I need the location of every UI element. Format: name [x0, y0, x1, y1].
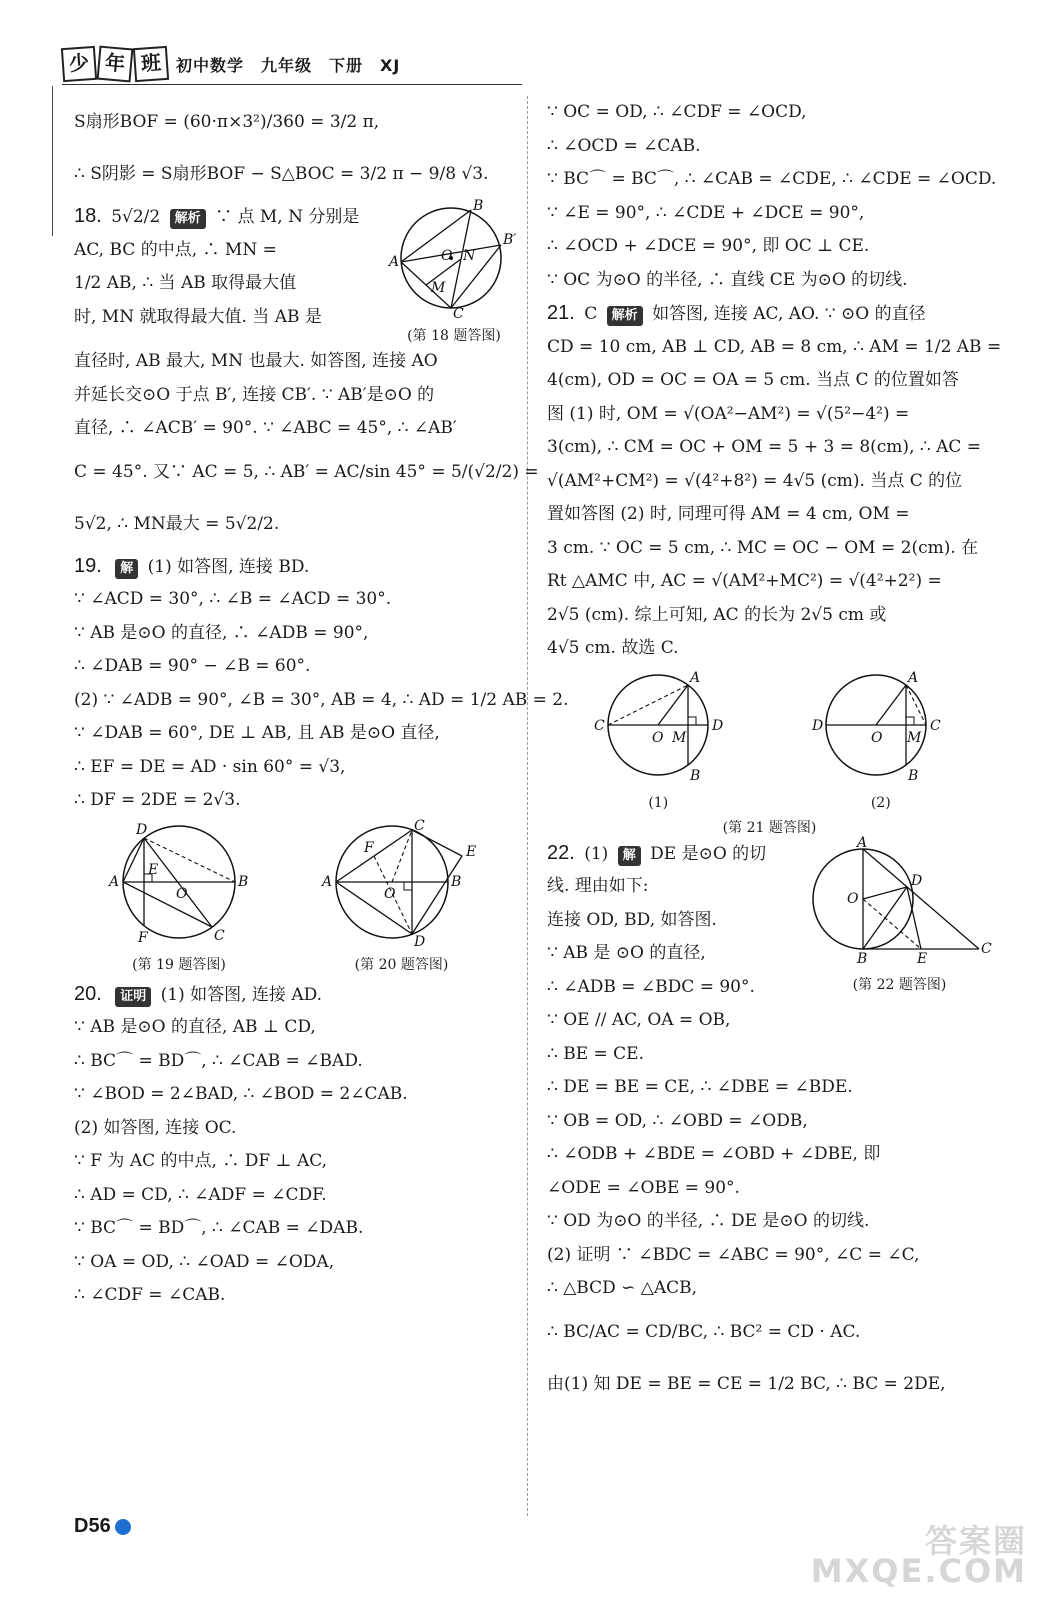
text-line: 4(cm), OD = OC = OA = 5 cm. 当点 C 的位置如答 [547, 370, 959, 390]
text-line: 2√5 (cm). 综上可知, AC 的长为 2√5 cm 或 [547, 604, 887, 625]
svg-text:M: M [672, 729, 687, 746]
svg-text:C: C [981, 940, 992, 957]
svg-text:O: O [870, 729, 883, 746]
analysis-tag: 解析 [607, 306, 643, 326]
text-line: ∵ OE // AC, OA = OB, [547, 1010, 731, 1030]
brand-char: 少 [61, 46, 97, 82]
brand-char: 班 [133, 46, 169, 82]
text-line: ∴ ∠ODB + ∠BDE = ∠OBD + ∠DBE, 即 [547, 1144, 881, 1164]
watermark [810, 1522, 1027, 1590]
text-line: ∵ AB 是⊙O 的直径, ∴ ∠ADB = 90°, [74, 622, 369, 643]
svg-text:M: M [431, 280, 446, 296]
text-line: ∴ DF = 2DE = 2√3. [74, 790, 241, 810]
text-line: Rt △AMC 中, AC = √(AM²+MC²) = √(4²+2²) = [547, 571, 942, 591]
svg-text:B′: B′ [503, 232, 517, 248]
text-line: CD = 10 cm, AB ⊥ CD, AB = 8 cm, ∴ AM = 1/2 AB = [547, 336, 1002, 357]
page-header [62, 44, 522, 84]
figure-q20 [314, 817, 489, 974]
text-line: 5√2, ∴ MN最大 = 5√2/2. [74, 513, 280, 534]
svg-text:A: A [322, 873, 333, 890]
text-line: 4√5 cm. 故选 C. [547, 638, 679, 658]
text-line: AC, BC 的中点, ∴ MN = [74, 239, 277, 260]
header-title: 初中数学 九年级 下册 XJ [176, 55, 401, 75]
svg-text:A: A [109, 873, 120, 890]
text-line: ∴ BC⌒ = BD⌒, ∴ ∠CAB = ∠BAD. [74, 1050, 363, 1071]
figure-q21-2 [811, 670, 951, 811]
svg-text:B: B [690, 767, 701, 784]
figure-caption: (第 19 题答图) [132, 956, 226, 973]
text-line: ∵ ∠E = 90°, ∴ ∠CDE + ∠DCE = 90°, [547, 202, 865, 223]
svg-text:C: C [453, 306, 464, 322]
answer: C [584, 304, 598, 324]
header-rule [62, 84, 522, 85]
svg-text:D: D [414, 933, 426, 950]
circle-diagram-q19 [104, 822, 254, 947]
margin-line [52, 86, 53, 236]
text-line: 置如答图 (2) 时, 同理可得 AM = 4 cm, OM = [547, 504, 910, 524]
analysis-tag: 解析 [170, 209, 206, 229]
svg-text:D: D [712, 717, 724, 734]
text-line: ∴ △BCD ∽ △ACB, [547, 1278, 698, 1298]
text-line: ∵ OC = OD, ∴ ∠CDF = ∠OCD, [547, 102, 807, 122]
text-line: (2) 如答图, 连接 OC. [74, 1117, 237, 1138]
svg-text:E: E [466, 843, 477, 860]
text-line: ∵ ∠DAB = 60°, DE ⊥ AB, 且 AB 是⊙O 直径, [74, 723, 440, 743]
figure-q22 [807, 834, 992, 994]
figure-q18 [389, 200, 519, 345]
question-18 [74, 200, 519, 345]
text-line: ∴ ∠OCD = ∠CAB. [547, 135, 701, 156]
text-line: ∴ ∠OCD + ∠DCE = 90°, 即 OC ⊥ CE. [547, 236, 870, 256]
figure-label: (2) [870, 794, 891, 811]
text-line: (1) 如答图, 连接 BD. [147, 556, 310, 577]
text-line: ∵ AB 是 ⊙O 的直径, [547, 943, 706, 963]
text-line: 并延长交⊙O 于点 B′, 连接 CB′. ∵ AB′是⊙O 的 [74, 384, 435, 405]
text-line: 时, MN 就取得最大值. 当 AB 是 [74, 306, 322, 327]
text-line: ∵ BC⌒ = BD⌒, ∴ ∠CAB = ∠DAB. [74, 1218, 364, 1238]
answer: 5√2/2 [111, 207, 161, 227]
question-number: 22. [547, 841, 575, 864]
circle-diagram-q22 [807, 834, 992, 967]
solution-tag: 解 [115, 559, 138, 579]
svg-text:O: O [384, 885, 396, 902]
svg-text:B: B [857, 950, 868, 967]
brand-logo [62, 47, 168, 81]
question-number: 20. [74, 982, 102, 1005]
svg-text:O: O [176, 885, 188, 902]
figure-q19 [104, 822, 254, 974]
svg-text:O: O [652, 729, 664, 746]
svg-text:D: D [136, 821, 148, 838]
svg-text:A: A [690, 669, 701, 686]
text-line: 由(1) 知 DE = BE = CE = 1/2 BC, ∴ BC = 2DE, [547, 1373, 946, 1394]
figures-q21 [547, 666, 992, 815]
text-line: 3 cm. ∵ OC = 5 cm, ∴ MC = OC − OM = 2(cm). 在 [547, 537, 979, 558]
text-line: ∵ ∠ACD = 30°, ∴ ∠B = ∠ACD = 30°. [74, 589, 392, 609]
text-line: 图 (1) 时, OM = √(OA²−AM²) = √(5²−4²) = [547, 403, 910, 424]
question-number: 21. [547, 302, 575, 324]
figure-label: (1) [648, 794, 669, 811]
text-line: ∴ ∠ADB = ∠BDC = 90°. [547, 976, 755, 997]
svg-text:C: C [414, 817, 425, 834]
svg-text:A: A [857, 834, 868, 851]
question-22 [547, 834, 992, 1005]
circle-diagram-q18 [389, 198, 519, 322]
svg-text:D: D [911, 872, 923, 889]
text-line: ∵ ∠BOD = 2∠BAD, ∴ ∠BOD = 2∠CAB. [74, 1084, 408, 1104]
svg-text:O: O [847, 890, 859, 907]
svg-text:D: D [811, 717, 823, 734]
text-line: ∴ EF = DE = AD · sin 60° = √3, [74, 756, 346, 777]
watermark-line: MXQE.COM [810, 1552, 1027, 1590]
svg-text:O: O [441, 248, 453, 264]
text-line: 连接 OD, BD, 如答图. [547, 909, 717, 930]
text-line: 直径时, AB 最大, MN 也最大. 如答图, 连接 AO [74, 351, 438, 371]
circle-diagram-q21-1 [588, 670, 728, 788]
figure-caption: (第 20 题答图) [354, 956, 449, 973]
svg-text:N: N [463, 248, 476, 264]
text-line: ∴ BE = CE. [547, 1043, 644, 1064]
page-dot-icon [115, 1519, 131, 1535]
question-number: 19. [74, 554, 102, 577]
text-line: DE 是⊙O 的切 [650, 843, 767, 864]
text-line: ∠ODE = ∠OBE = 90°. [547, 1177, 740, 1198]
text-line: ∴ ∠DAB = 90° − ∠B = 60°. [74, 656, 311, 676]
figure-q21-1 [588, 670, 728, 811]
text-line: ∴ BC/AC = CD/BC, ∴ BC² = CD · AC. [547, 1321, 861, 1342]
text-line: ∵ OB = OD, ∴ ∠OBD = ∠ODB, [547, 1110, 808, 1131]
text-line: (1) 如答图, 连接 AD. [160, 984, 323, 1005]
text-line: (2) ∵ ∠ADB = 90°, ∠B = 30°, AB = 4, ∴ AD = 1/2 AB = 2. [74, 689, 569, 710]
svg-text:F: F [364, 839, 374, 856]
svg-text:A: A [389, 254, 400, 270]
column-divider [527, 96, 528, 1516]
text-line: S扇形BOF = (60·π×3²)/360 = 3/2 π, [74, 112, 380, 132]
figure-caption: (第 22 题答图) [852, 976, 947, 993]
watermark-line: 答案圈 [924, 1522, 1027, 1560]
text-line: ∵ OA = OD, ∴ ∠OAD = ∠ODA, [74, 1251, 335, 1272]
svg-text:C: C [929, 717, 941, 734]
text-line: ∵ 点 M, N 分别是 [215, 207, 360, 227]
text-line: ∴ ∠CDF = ∠CAB. [74, 1285, 226, 1305]
left-column [74, 96, 569, 1313]
brand-char: 年 [97, 46, 134, 83]
page-footer [74, 1515, 131, 1538]
question-number: 18. [74, 205, 102, 227]
text-line: 直径, ∴ ∠ACB′ = 90°. ∵ ∠ABC = 45°, ∴ ∠AB′ [74, 418, 457, 438]
svg-text:B: B [451, 873, 462, 890]
text-line: ∵ BC⌒ = BC⌒, ∴ ∠CAB = ∠CDE, ∴ ∠CDE = ∠OCD. [547, 169, 997, 189]
text-line: (2) 证明 ∵ ∠BDC = ∠ABC = 90°, ∠C = ∠C, [547, 1244, 920, 1265]
svg-text:E: E [148, 861, 159, 878]
question-19 [74, 550, 569, 818]
text-line: ∴ S阴影 = S扇形BOF − S△BOC = 3/2 π − 9/8 √3. [74, 164, 489, 184]
text-line: C = 45°. 又∵ AC = 5, ∴ AB′ = AC/sin 45° = 5/(√2/2) = [74, 461, 539, 482]
figure-caption: (第 21 题答图) [722, 819, 817, 836]
text-line: ∵ AB 是⊙O 的直径, AB ⊥ CD, [74, 1017, 316, 1037]
proof-tag: 证明 [115, 987, 151, 1007]
text-line: ∵ F 为 AC 的中点, ∴ DF ⊥ AC, [74, 1151, 328, 1171]
figures-q19-q20 [74, 818, 519, 978]
text-line: (1) [584, 843, 609, 864]
svg-text:C: C [594, 717, 605, 734]
question-21 [547, 297, 1002, 837]
text-line: √(AM²+CM²) = √(4²+8²) = 4√5 (cm). 当点 C 的位 [547, 470, 963, 491]
svg-text:B: B [907, 767, 919, 784]
text-line: 线. 理由如下: [547, 876, 649, 896]
svg-text:C: C [214, 927, 225, 944]
page-number: D56 [74, 1515, 111, 1537]
svg-text:F: F [138, 929, 148, 946]
text-line: ∴ DE = BE = CE, ∴ ∠DBE = ∠BDE. [547, 1077, 853, 1097]
text-line: 1/2 AB, ∴ 当 AB 取得最大值 [74, 273, 297, 293]
text-line: 如答图, 连接 AC, AO. ∵ ⊙O 的直径 [652, 304, 926, 324]
svg-text:B: B [473, 198, 484, 214]
svg-text:B: B [238, 873, 249, 890]
solution-tag: 解 [618, 846, 641, 866]
circle-diagram-q20 [314, 817, 489, 950]
text-line: ∵ OC 为⊙O 的半径, ∴ 直线 CE 为⊙O 的切线. [547, 269, 908, 290]
right-column [547, 96, 1002, 1410]
text-line: 3(cm), ∴ CM = OC + OM = 5 + 3 = 8(cm), ∴ AC = [547, 437, 982, 457]
text-line: ∵ OD 为⊙O 的半径, ∴ DE 是⊙O 的切线. [547, 1211, 870, 1231]
svg-text:A: A [907, 669, 918, 686]
text-line: ∴ AD = CD, ∴ ∠ADF = ∠CDF. [74, 1184, 327, 1205]
svg-text:M: M [906, 729, 922, 746]
circle-diagram-q21-2 [811, 670, 951, 788]
svg-text:E: E [917, 950, 928, 967]
figure-caption: (第 18 题答图) [407, 328, 501, 344]
question-20 [74, 978, 519, 1313]
